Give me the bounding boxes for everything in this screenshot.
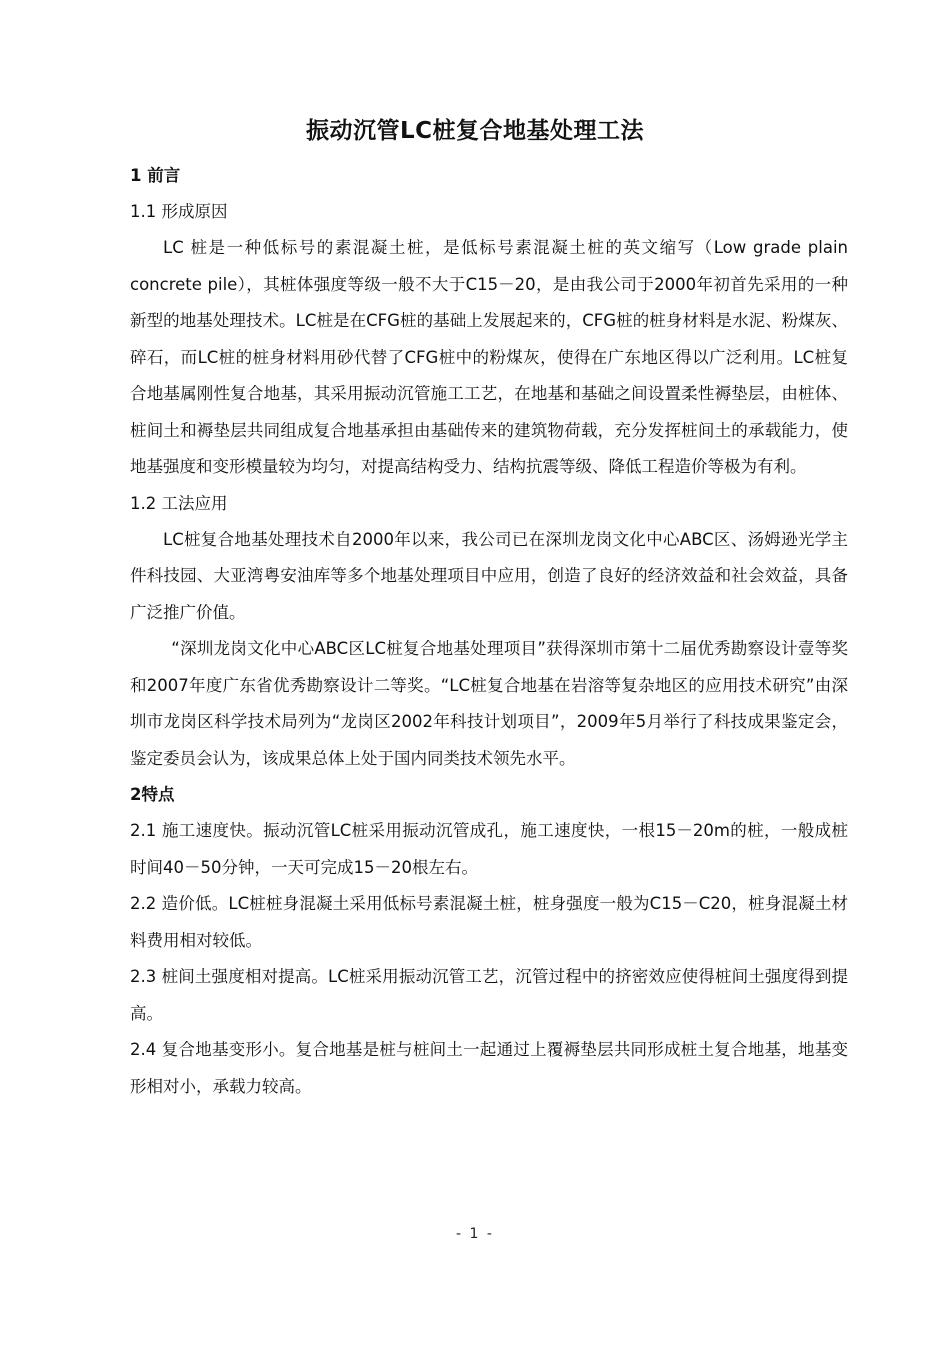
- section-2-3-item: 2.3 桩间土强度相对提高。LC桩采用振动沉管工艺，沉管过程中的挤密效应使得桩间土强度得到提高。: [130, 967, 848, 1023]
- document-title: 振动沉管LC桩复合地基处理工法: [305, 118, 645, 144]
- section-1-heading: 1 前言: [130, 166, 181, 185]
- section-2-2-item: 2.2 造价低。LC桩桩身混凝土采用低标号素混凝土桩，桩身强度一般为C15－C20，桩身混凝土材料费用相对较低。: [130, 894, 848, 950]
- section-1-2-paragraph-2: “深圳龙岗文化中心ABC区LC桩复合地基处理项目”获得深圳市第十二届优秀勘察设计壹等奖和2007年度广东省优秀勘察设计二等奖。“LC桩复合地基在岩溶等复杂地区的应用技术研究”由深圳市龙岗区科学技术局列为“龙岗区2002年科技计划项目”，2009年5月举行了科技成果鉴定会，鉴定委员会认为，该成果总体上处于国内同类技术领先水平。: [130, 639, 848, 768]
- section-2-4-item: 2.4 复合地基变形小。复合地基是桩与桩间土一起通过上覆褥垫层共同形成桩土复合地基，地基变形相对小，承载力较高。: [130, 1040, 848, 1096]
- page-number: - 1 -: [456, 1226, 494, 1242]
- section-1-1-paragraph: LC 桩是一种低标号的素混凝土桩，是低标号素混凝土桩的英文缩写（Low grade plain concrete pile），其桩体强度等级一般不大于C15－20，是由我公司于2000年初首先采用的一种新型的地基处理技术。LC桩是在CFG桩的基础上发展起来的，CFG桩的桩身材料是水泥、粉煤灰、碎石，而LC桩的桩身材料用砂代替了CFG桩中的粉煤灰，使得在广东地区得以广泛利用。LC桩复合地基属刚性复合地基，其采用振动沉管施工工艺，在地基和基础之间设置柔性褥垫层，由桩体、桩间土和褥垫层共同组成复合地基承担由基础传来的建筑物荷载，充分发挥桩间土的承载能力，使地基强度和变形模量较为均匀，对提高结构受力、结构抗震等级、降低工程造价等极为有利。: [130, 238, 848, 476]
- section-1-2-paragraph-1: LC桩复合地基处理技术自2000年以来，我公司已在深圳龙岗文化中心ABC区、汤姆逊光学主件科技园、大亚湾粤安油库等多个地基处理项目中应用，创造了良好的经济效益和社会效益，具备广泛推广价值。: [130, 529, 848, 622]
- section-1-2-heading: 1.2 工法应用: [130, 493, 228, 513]
- section-2-1-item: 2.1 施工速度快。振动沉管LC桩采用振动沉管成孔，施工速度快，一根15－20m的桩，一般成桩时间40－50分钟，一天可完成15－20根左右。: [130, 821, 848, 877]
- document-body: [130, 158, 848, 1105]
- section-2-heading: 2特点: [130, 785, 175, 804]
- section-1-1-heading: 1.1 形成原因: [130, 202, 228, 221]
